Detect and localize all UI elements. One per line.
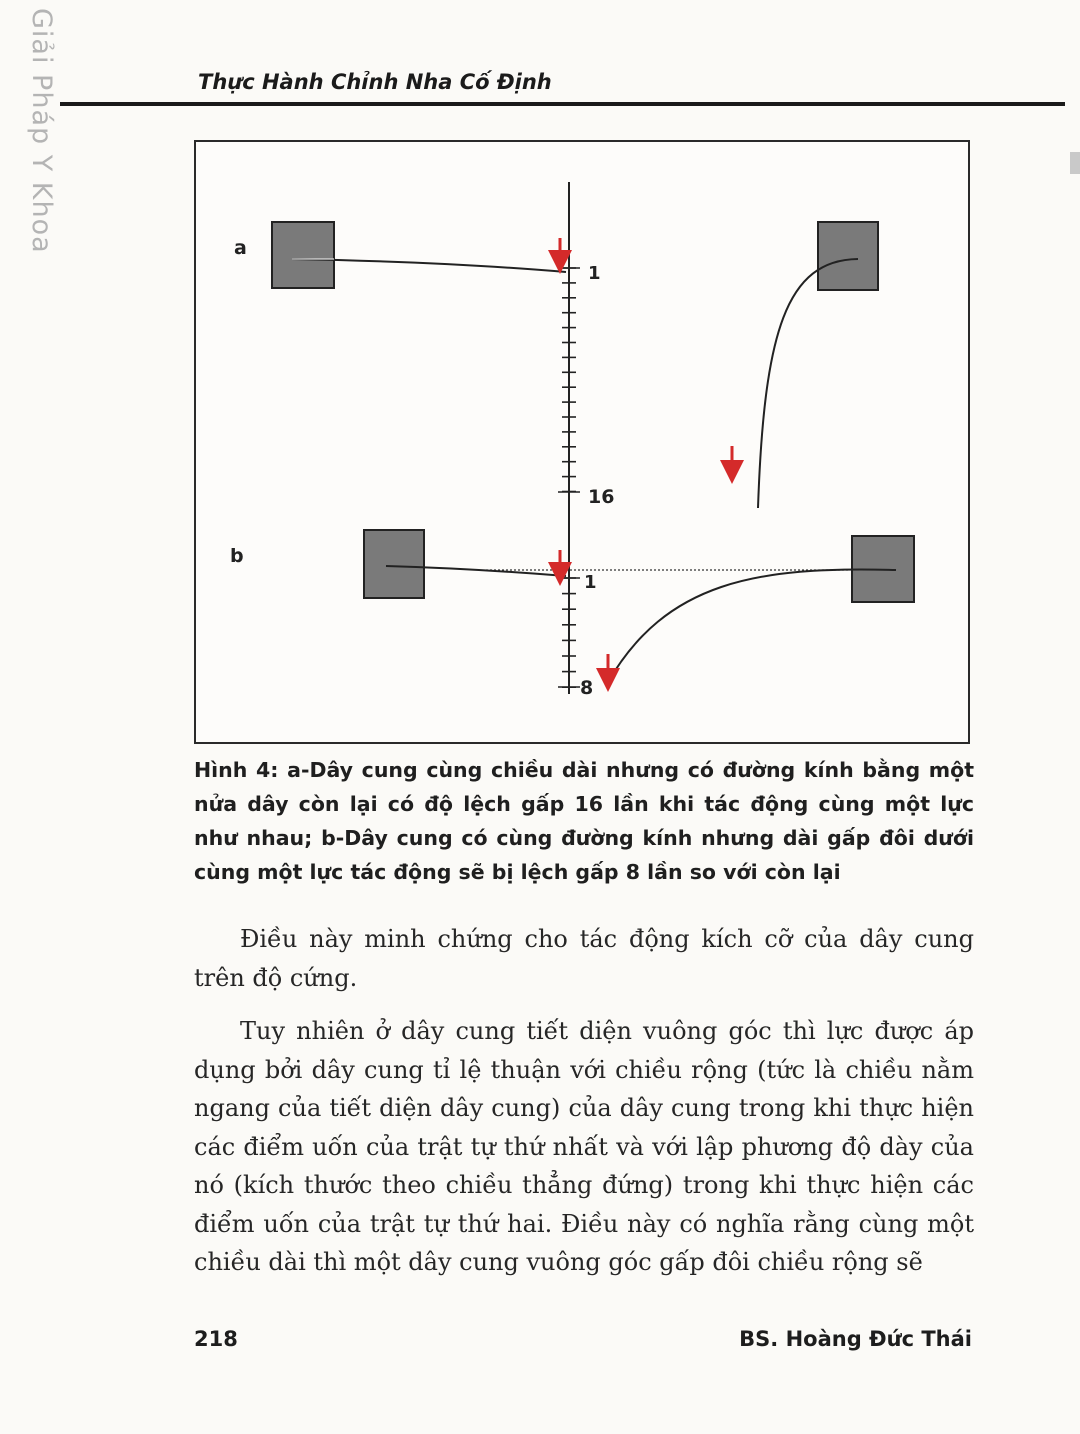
paragraph-1-text: Điều này minh chứng cho tác động kích cỡ của dây cung trên độ cứng. (194, 925, 974, 992)
figure-caption: Hình 4: a-Dây cung cùng chiều dài nhưng có đường kính bằng một nửa dây còn lại có độ lệch gấp 16 lần khi tác động cùng một lực như nhau; b-Dây cung có cùng đường kính nhưng dài gấp đôi dưới cùng một lực tác động sẽ bị lệch gấp 8 lần so với còn lại (194, 758, 974, 884)
panel-a-wire-thin (758, 259, 858, 508)
panel-a-left-block (272, 222, 334, 288)
scroll-indicator[interactable] (1070, 152, 1080, 174)
paragraph-2 (194, 1012, 974, 1282)
panel-a-right-block (818, 222, 878, 290)
figure-4 (194, 140, 970, 744)
watermark-text: Giải Pháp Y Khoa (26, 8, 57, 254)
paragraph-2-text: Tuy nhiên ở dây cung tiết diện vuông góc thì lực được áp dụng bởi dây cung tỉ lệ thuận với chiều rộng (tức là chiều nằm ngang của tiết diện dây cung) của dây cung trong khi thực hiện các điểm uốn của trật tự thứ nhất và với lập phương độ dày của nó (kích thước theo chiều thẳng đứng) trong khi thực hiện các điểm uốn của trật tự thứ hai. Điều này có nghĩa rằng cùng một chiều dài thì một dây cung vuông góc gấp đôi chiều rộng sẽ (194, 1017, 974, 1276)
panel-b-tick-8: 8 (580, 677, 594, 699)
running-head: Thực Hành Chỉnh Nha Cố Định (198, 70, 552, 94)
panel-a-tick-16: 16 (588, 486, 615, 508)
page-number: 218 (194, 1327, 238, 1351)
panel-b-label: b (230, 545, 244, 567)
header-rule (60, 102, 1065, 106)
paragraph-1 (194, 920, 974, 997)
figure-4-diagram (196, 142, 972, 746)
author-name: BS. Hoàng Đức Thái (739, 1327, 972, 1351)
panel-b-left-block (364, 530, 424, 598)
panel-b-tick-1: 1 (584, 572, 597, 593)
panel-a-label: a (234, 237, 247, 259)
panel-a-tick-1: 1 (588, 263, 601, 284)
